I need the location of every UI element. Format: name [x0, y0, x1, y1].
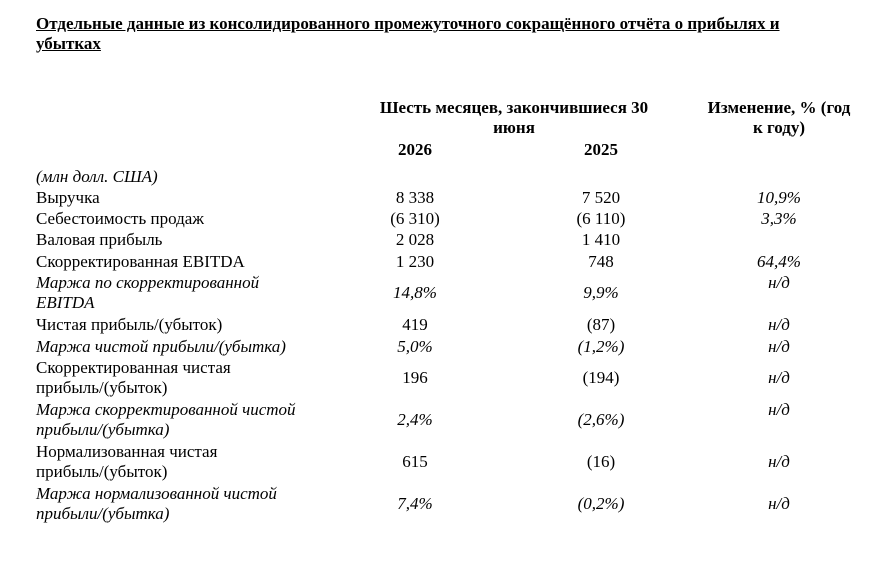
units-label: (млн долл. США) — [36, 167, 158, 186]
value-2026: 615 — [402, 452, 428, 471]
value-2025: 748 — [588, 252, 614, 271]
row-label: Маржа чистой прибыли/(убытка) — [36, 337, 286, 356]
row-label: Нормализованная чистая прибыль/(убыток) — [36, 442, 218, 481]
row-label: Скорректированная EBITDA — [36, 252, 245, 271]
period-header: Шесть месяцев, закончившиеся 30 июня — [379, 98, 649, 137]
row-label: Себестоимость продаж — [36, 209, 205, 228]
year-2026-header: 2026 — [398, 140, 432, 159]
row-label: Скорректированная чистая прибыль/(убыток) — [36, 358, 231, 397]
value-2026: 419 — [402, 315, 428, 334]
value-2026: 14,8% — [393, 283, 437, 302]
value-2026: 5,0% — [397, 337, 433, 356]
value-change: н/д — [768, 273, 790, 292]
value-2025: (87) — [586, 315, 616, 334]
value-2025: (6 110) — [576, 209, 626, 228]
value-change: н/д — [768, 452, 790, 471]
row-label: Маржа нормализованной чистой прибыли/(убытка) — [36, 484, 277, 523]
value-change: н/д — [768, 337, 790, 356]
value-2026: 7,4% — [397, 494, 433, 513]
value-2025: (16) — [586, 452, 616, 471]
value-2025: 7 520 — [581, 188, 621, 207]
value-2025: (1,2%) — [577, 337, 625, 356]
value-change: 64,4% — [757, 252, 801, 271]
document-title-text: Отдельные данные из консолидированного промежуточного сокращённого отчёта о прибылях и убытках — [36, 14, 780, 53]
row-label: Маржа скорректированной чистой прибыли/(убытка) — [36, 400, 296, 439]
value-2026: 196 — [402, 368, 428, 387]
year-2025-header: 2025 — [584, 140, 618, 159]
value-2025: (2,6%) — [577, 410, 625, 429]
value-2026: (6 310) — [390, 209, 440, 228]
value-2026: 8 338 — [395, 188, 435, 207]
value-change: н/д — [768, 315, 790, 334]
value-2025: 9,9% — [583, 283, 619, 302]
value-2025: 1 410 — [581, 230, 621, 249]
value-change: н/д — [768, 368, 790, 387]
change-header: Изменение, % (год к году) — [707, 98, 851, 137]
value-change: н/д — [768, 494, 790, 513]
value-change: н/д — [768, 400, 790, 419]
document-title — [36, 14, 848, 54]
row-label: Чистая прибыль/(убыток) — [36, 315, 223, 334]
row-label: Маржа по скорректированной EBITDA — [36, 273, 260, 312]
value-change: 10,9% — [757, 188, 801, 207]
value-2025: (194) — [582, 368, 620, 387]
value-change: 3,3% — [761, 209, 797, 228]
value-2026: 1 230 — [395, 252, 435, 271]
row-label: Валовая прибыль — [36, 230, 163, 249]
row-label: Выручка — [36, 188, 100, 207]
value-2025: (0,2%) — [577, 494, 625, 513]
value-2026: 2 028 — [395, 230, 435, 249]
value-2026: 2,4% — [397, 410, 433, 429]
